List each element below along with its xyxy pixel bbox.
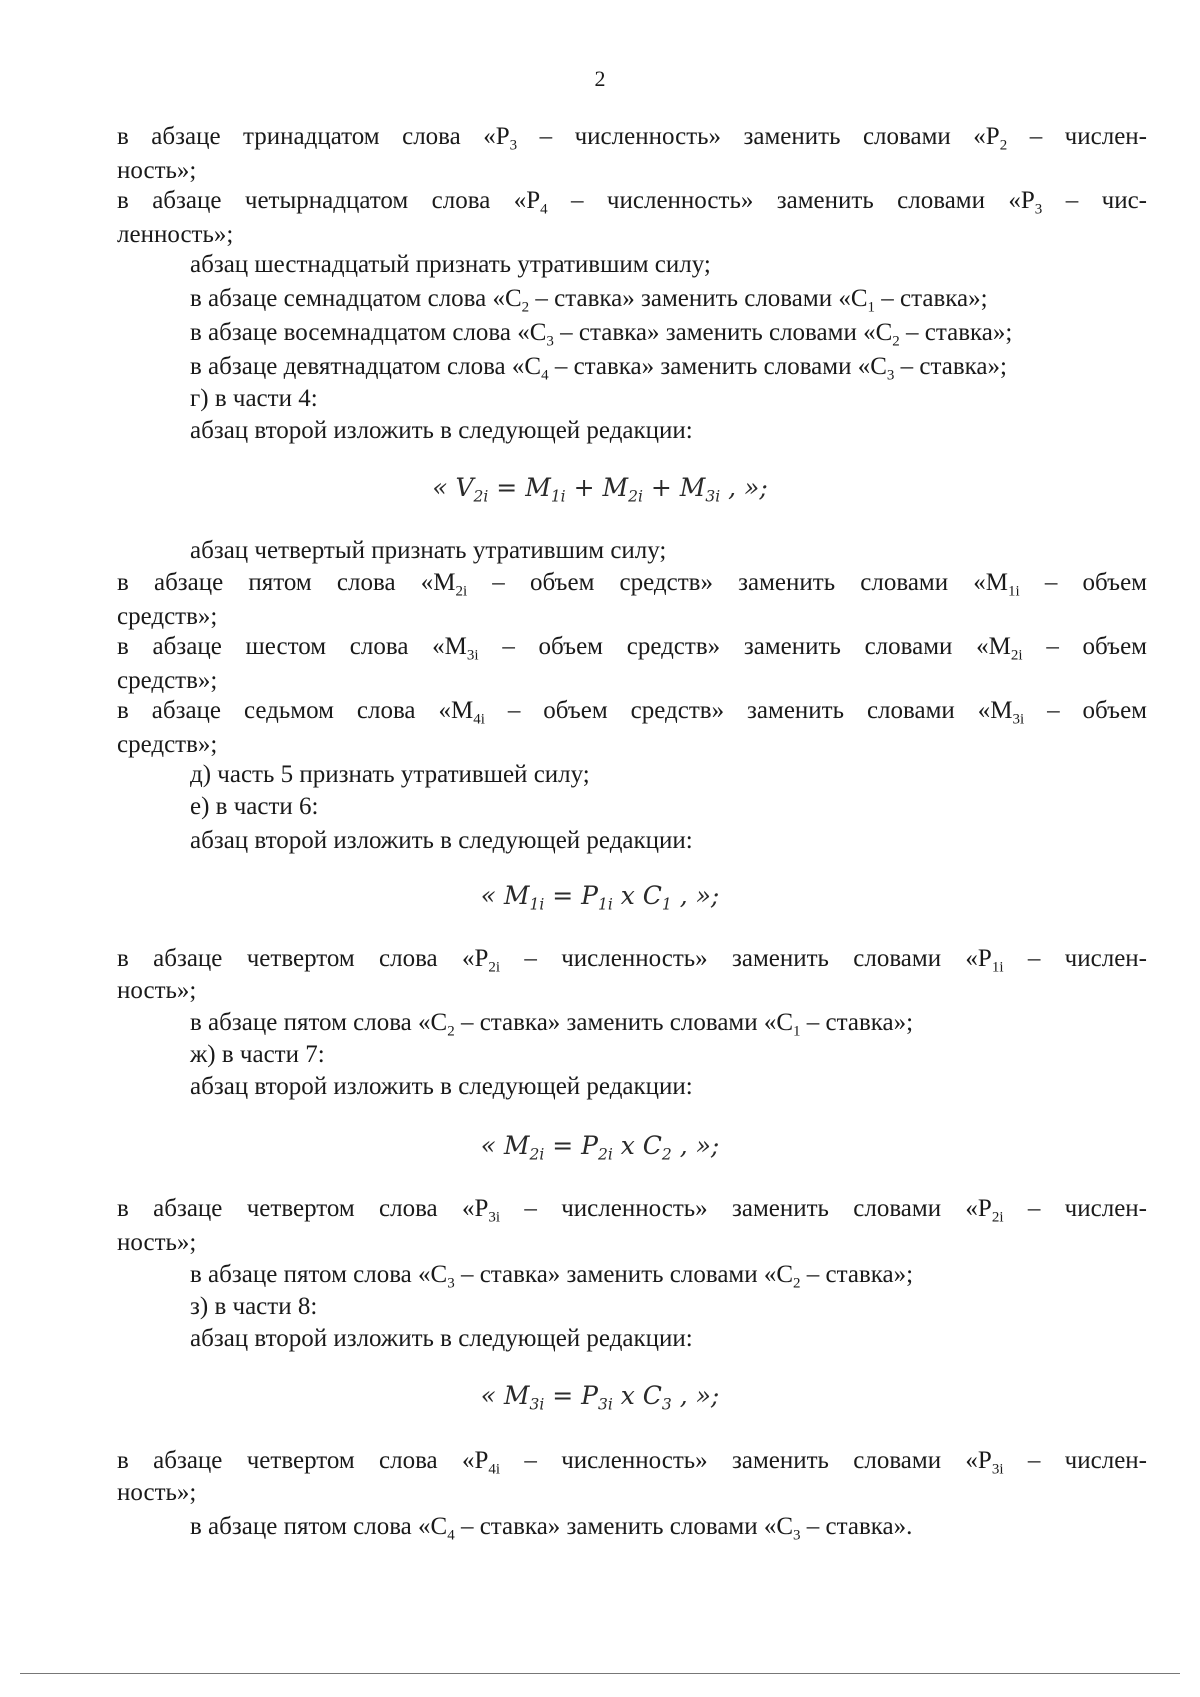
text-line: средств»; bbox=[117, 603, 218, 630]
text-line: з) в части 8: bbox=[190, 1293, 318, 1320]
text-line: ленность»; bbox=[117, 221, 234, 248]
text-line: средств»; bbox=[117, 731, 218, 758]
text-line: в абзаце девятнадцатом слова «$С_4$ – ставка» заменить словами «$С_3$ – ставка»; bbox=[190, 353, 1007, 384]
text-line: е) в части 6: bbox=[190, 793, 319, 820]
text-line: д) часть 5 признать утратившей силу; bbox=[190, 761, 590, 788]
text-line: абзац шестнадцатый признать утратившим силу; bbox=[190, 251, 711, 278]
formula: « $M_{3i} = P_{3i}$ x $C_3$ , »; bbox=[480, 1381, 720, 1414]
text-line: в абзаце пятом слова «$М_{2i}$ – объем средств» заменить словами «$М_{1i}$ – объем bbox=[117, 569, 1147, 600]
text-line: в абзаце шестом слова «$М_{3i}$ – объем средств» заменить словами «$М_{2i}$ – объем bbox=[117, 633, 1147, 664]
text-line: абзац четвертый признать утратившим силу; bbox=[190, 537, 667, 564]
text-line: в абзаце пятом слова «$С_4$ – ставка» заменить словами «$С_3$ – ставка». bbox=[190, 1513, 913, 1544]
text-line: абзац второй изложить в следующей редакции: bbox=[190, 1325, 693, 1352]
text-line: ность»; bbox=[117, 1479, 197, 1506]
text-line: ж) в части 7: bbox=[190, 1041, 325, 1068]
text-line: в абзаце четвертом слова «$Р_{3i}$ – численность» заменить словами «$Р_{2i}$ – числен- bbox=[117, 1195, 1147, 1226]
text-line: в абзаце пятом слова «$С_3$ – ставка» заменить словами «$С_2$ – ставка»; bbox=[190, 1261, 914, 1292]
formula: « $M_{1i} = P_{1i}$ x $C_1$ , »; bbox=[480, 881, 720, 914]
text-line: средств»; bbox=[117, 667, 218, 694]
text-line: абзац второй изложить в следующей редакции: bbox=[190, 827, 693, 854]
text-line: в абзаце седьмом слова «$М_{4i}$ – объем средств» заменить словами «$М_{3i}$ – объем bbox=[117, 697, 1147, 728]
formula: « $V_{2i} = M_{1i} + M_{2i} + M_{3i}$ , »; bbox=[432, 473, 768, 506]
page-number: 2 bbox=[594, 66, 606, 91]
text-line: в абзаце семнадцатом слова «$С_2$ – ставка» заменить словами «$С_1$ – ставка»; bbox=[190, 285, 988, 316]
text-line: в абзаце восемнадцатом слова «$С_3$ – ставка» заменить словами «$С_2$ – ставка»; bbox=[190, 319, 1013, 350]
text-line: в абзаце четвертом слова «$Р_{4i}$ – численность» заменить словами «$Р_{3i}$ – числен- bbox=[117, 1447, 1147, 1478]
text-line: абзац второй изложить в следующей редакции: bbox=[190, 417, 693, 444]
text-line: ность»; bbox=[117, 1229, 197, 1256]
text-line: г) в части 4: bbox=[190, 385, 318, 412]
text-line: абзац второй изложить в следующей редакции: bbox=[190, 1073, 693, 1100]
bottom-rule bbox=[20, 1673, 1180, 1674]
text-line: ность»; bbox=[117, 977, 197, 1004]
text-line: в абзаце пятом слова «$С_2$ – ставка» заменить словами «$С_1$ – ставка»; bbox=[190, 1009, 914, 1040]
text-line: в абзаце тринадцатом слова «$Р_3$ – численность» заменить словами «$Р_2$ – числен- bbox=[117, 123, 1147, 154]
text-line: в абзаце четырнадцатом слова «$Р_4$ – численность» заменить словами «$Р_3 - чис-$ bbox=[117, 187, 1147, 218]
text-line: ность»; bbox=[117, 157, 197, 184]
text-line: в абзаце четвертом слова «$Р_{2i}$ – численность» заменить словами «$Р_{1i}$ – числен- bbox=[117, 945, 1147, 976]
formula: « $M_{2i} = P_{2i}$ x $C_2$ , »; bbox=[480, 1131, 720, 1164]
